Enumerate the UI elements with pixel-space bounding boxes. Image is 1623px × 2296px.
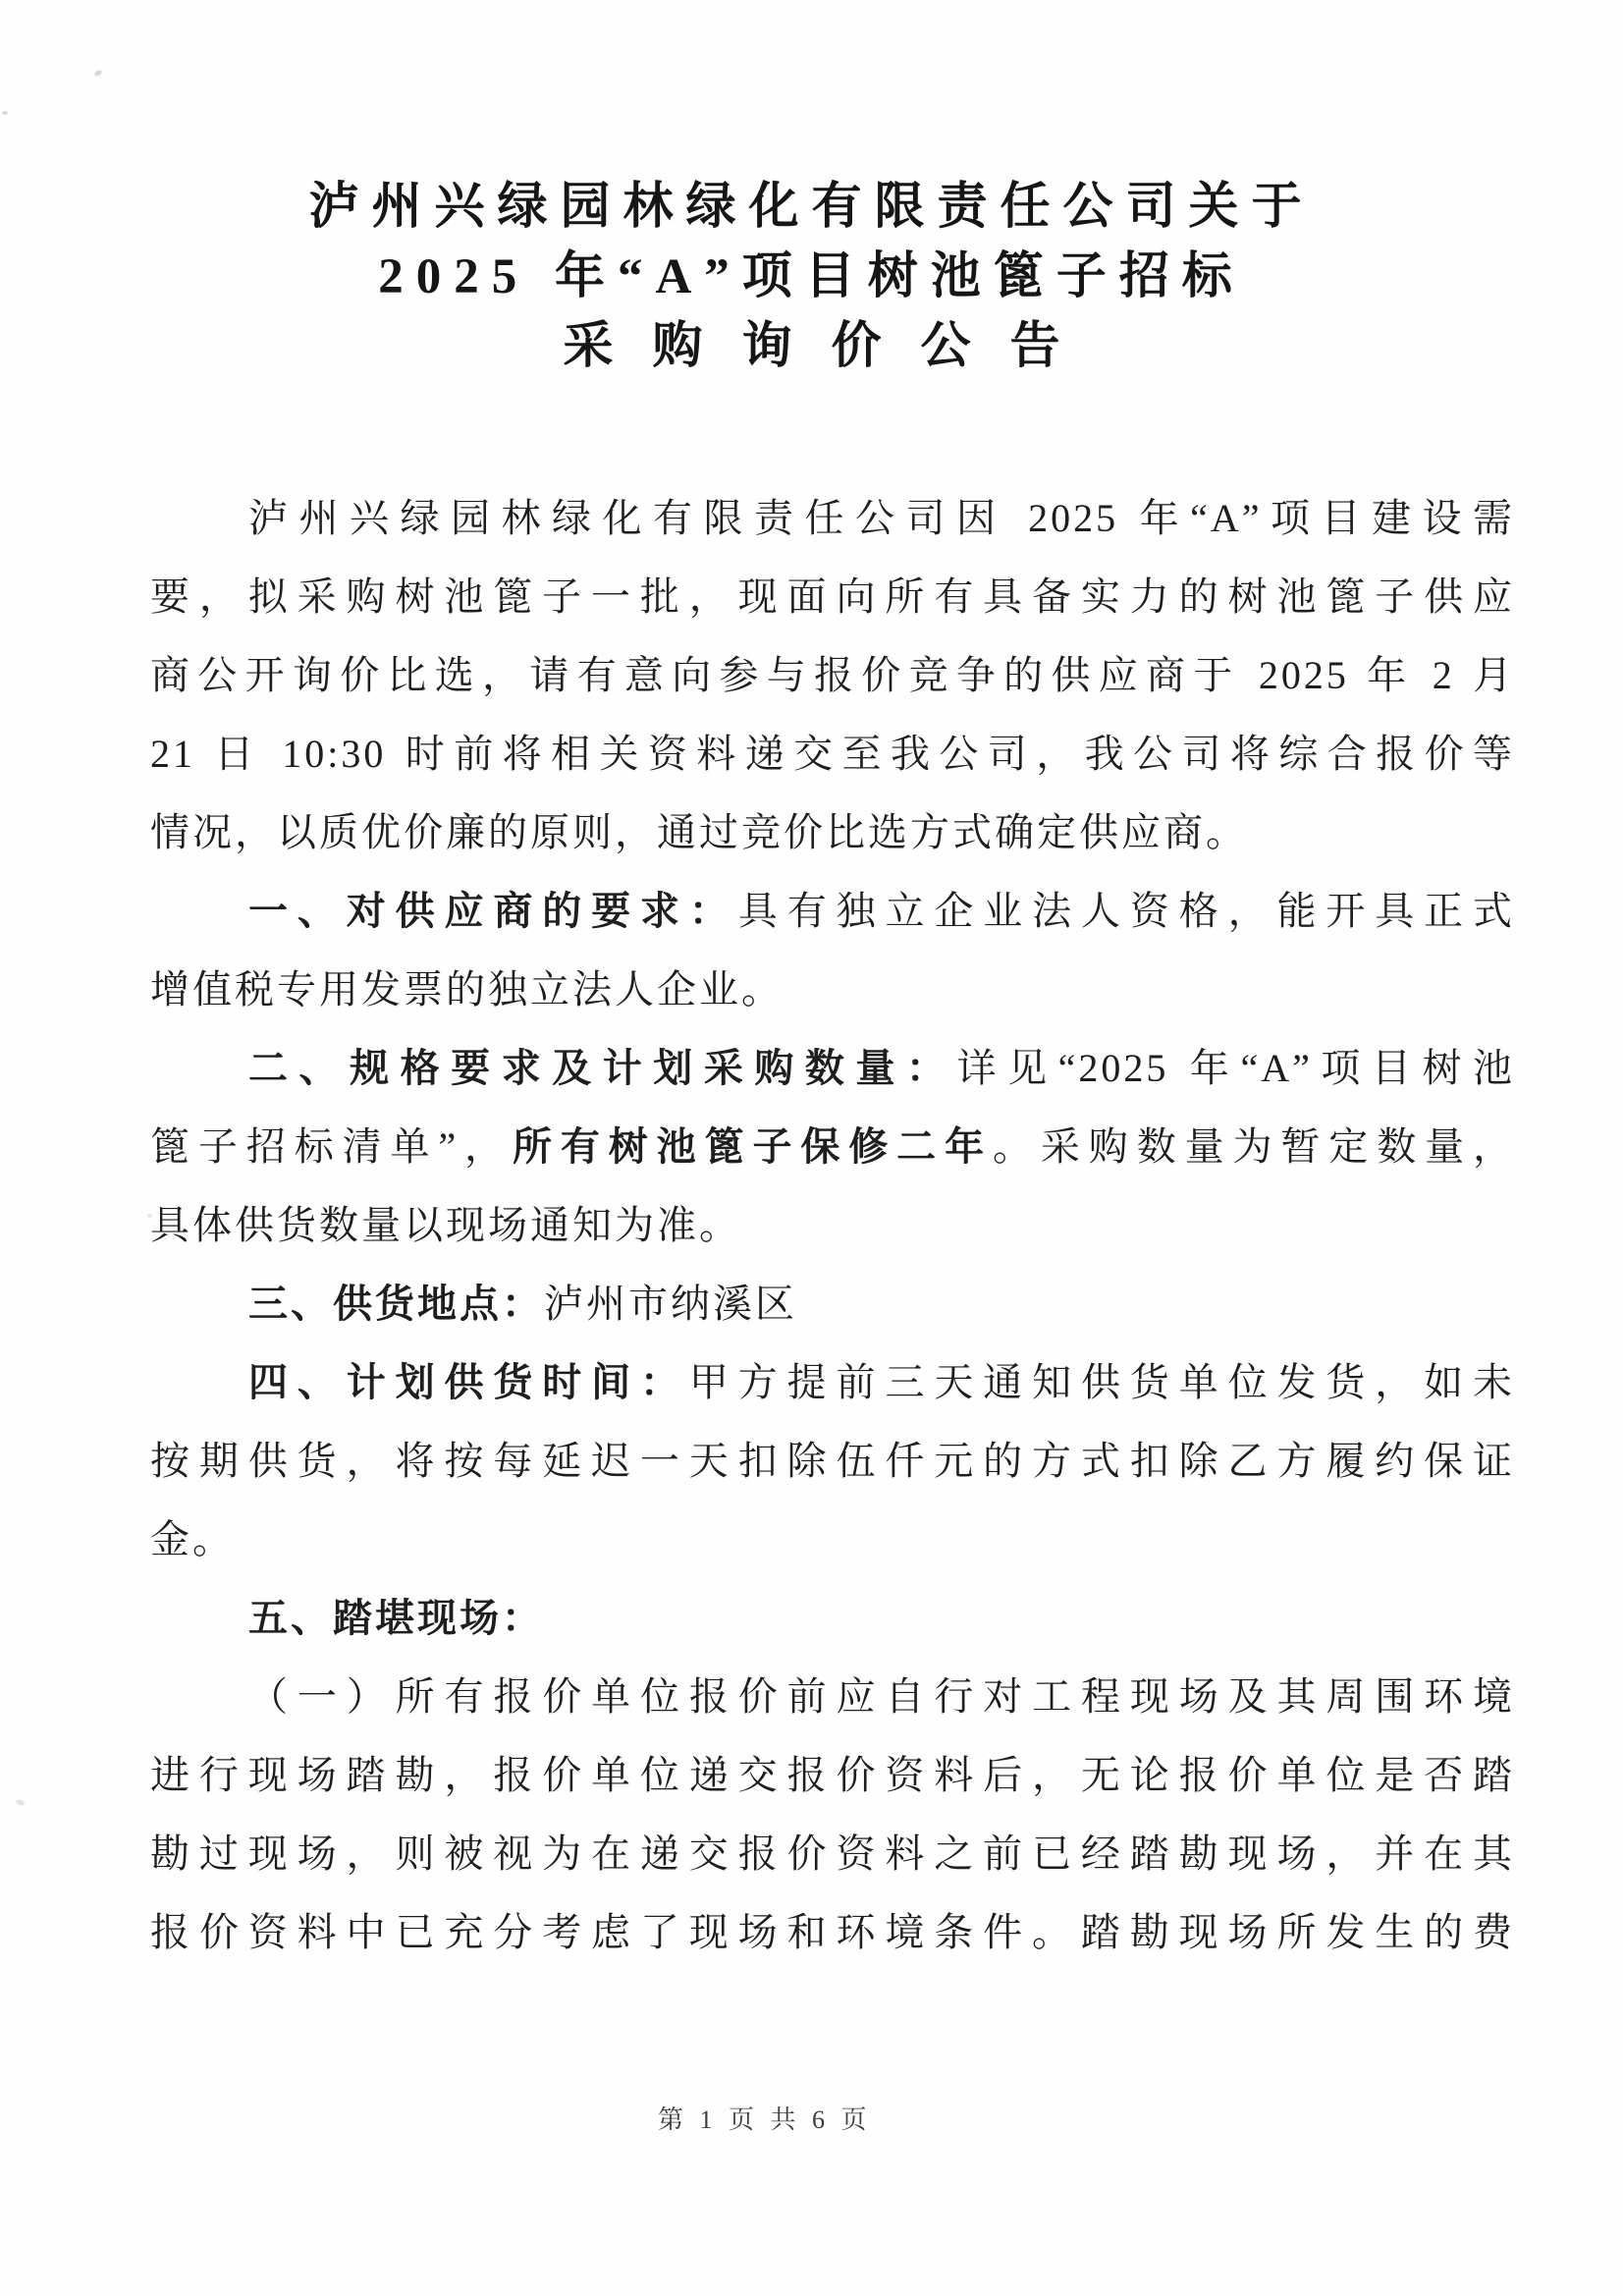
document-body	[150, 479, 1515, 1972]
text-segment: 金。	[150, 1517, 235, 1561]
text-line	[150, 793, 1515, 872]
text-segment: 报价资料中已充分考虑了现场和环境条件。踏勘现场所发生的费	[150, 1910, 1515, 1954]
text-segment: 。采购数量为暂定数量，	[992, 1124, 1515, 1169]
text-line	[150, 951, 1515, 1029]
text-segment: 勘过现场，则被视为在递交报价资料之前已经踏勘现场，并在其	[150, 1831, 1515, 1876]
text-segment: 按期供货，将按每延迟一天扣除伍仟元的方式扣除乙方履约保证	[150, 1439, 1515, 1483]
text-segment: 泸州兴绿园林绿化有限责任公司因 2025 年“A”项目建设需	[248, 496, 1515, 540]
text-line	[150, 1343, 1515, 1422]
text-segment: 甲方提前三天通知供货单位发货，如未	[688, 1360, 1516, 1404]
document-title-line-1: 泸州兴绿园林绿化有限责任公司关于	[308, 180, 1315, 235]
bold-text-segment: 二、规格要求及计划采购数量：	[248, 1046, 957, 1090]
bold-text-segment: 三、供货地点：	[248, 1282, 544, 1326]
document-title-line-2: 2025 年“A”项目树池篦子招标	[378, 249, 1245, 304]
text-line	[150, 636, 1515, 715]
document-title	[0, 173, 1623, 382]
bold-text-segment: 四、计划供货时间：	[248, 1360, 689, 1404]
text-segment: 进行现场踏勘，报价单位递交报价资料后，无论报价单位是否踏	[150, 1753, 1515, 1797]
text-segment: 21 日 10:30 时前将相关资料递交至我公司，我公司将综合报价等	[150, 732, 1515, 776]
text-line	[150, 872, 1515, 951]
text-line	[150, 1658, 1515, 1736]
page-number-footer: 第 1 页 共 6 页	[658, 2105, 872, 2134]
text-segment: 泸州市纳溪区	[544, 1282, 797, 1326]
text-segment: 具体供货数量以现场通知为准。	[150, 1203, 741, 1247]
scan-speck	[93, 69, 102, 78]
text-line	[150, 1815, 1515, 1893]
bold-text-segment: 一、对供应商的要求：	[248, 889, 738, 933]
text-segment: 篦子招标清单”，	[150, 1124, 513, 1169]
text-line	[150, 1265, 1515, 1343]
text-line	[150, 558, 1515, 636]
text-segment: 商公开询价比选，请有意向参与报价竞争的供应商于 2025 年 2 月	[150, 653, 1515, 697]
text-segment: 详见“2025 年“A”项目树池	[956, 1046, 1516, 1090]
text-line	[150, 1579, 1515, 1658]
text-line	[150, 479, 1515, 558]
text-line	[150, 1029, 1515, 1108]
text-line	[150, 1893, 1515, 1972]
bold-text-segment: 所有树池篦子保修二年	[512, 1124, 993, 1169]
document-title-line-3: 采购询价公告	[563, 319, 1100, 374]
text-segment: 情况，以质优价廉的原则，通过竞价比选方式确定供应商。	[150, 810, 1248, 854]
text-line	[150, 1186, 1515, 1265]
text-segment: 增值税专用发票的独立法人企业。	[150, 967, 784, 1011]
text-line	[150, 1736, 1515, 1815]
text-segment: （一）所有报价单位报价前应自行对工程现场及其周围环境	[248, 1674, 1515, 1719]
text-line	[150, 1501, 1515, 1579]
bold-text-segment: 五、踏堪现场：	[248, 1596, 544, 1640]
text-line	[150, 1422, 1515, 1501]
text-line	[150, 1108, 1515, 1186]
scan-speck	[2, 111, 8, 115]
scan-speck	[15, 1799, 25, 1807]
text-segment: 要，拟采购树池篦子一批，现面向所有具备实力的树池篦子供应	[150, 574, 1515, 619]
text-segment: 具有独立企业法人资格，能开具正式	[737, 889, 1516, 933]
text-line	[150, 715, 1515, 793]
